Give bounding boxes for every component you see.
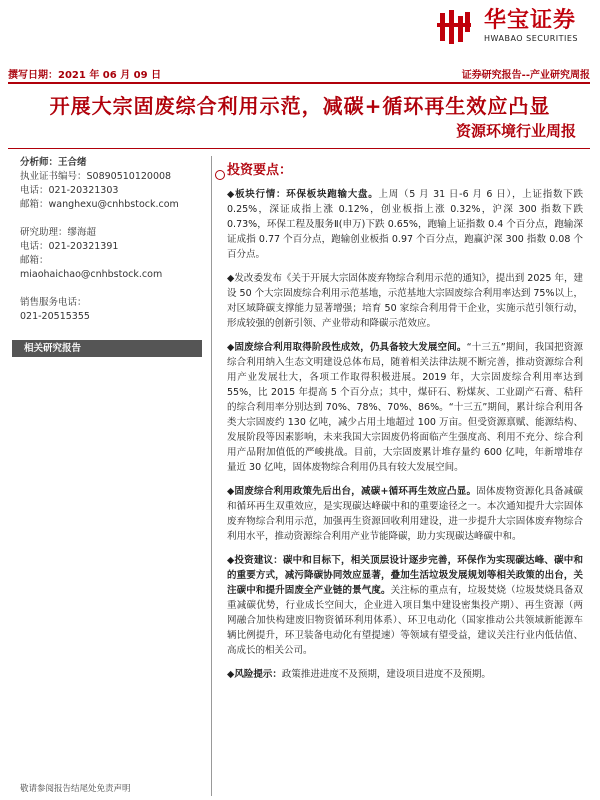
policy-text: 发改委发布《关于开展大宗固体废弃物综合利用示范的通知》，提出到 2025 年，建设 50 个大宗固废综合利用示范基地，示范基地大宗固废综合利用率达到 75%以上，对区域降碳支撑能力显著增强；培育 50 家综合利用骨干企业，实施示范引领行动，形成较强的创新引领、产业带动和降碳示范效应。 (227, 273, 583, 329)
assistant-email[interactable]: 邮箱：miaohaichao@cnhbstock.com (20, 255, 163, 280)
risk-label: 风险提示： (234, 669, 282, 680)
paragraph-policy: ◆发改委发布《关于开展大宗固体废弃物综合利用示范的通知》，提出到 2025 年，建设 50 个大宗固废综合利用示范基地，示范基地大宗固废综合利用率达到 75%以上，对区域降碳支撑能力显著增强；培育 50 家综合利用骨干企业，实施示范引领行动，形成较强的创新引领、产业带动和降碳示范效应。 (227, 273, 583, 329)
analyst-license: 执业证书编号：S0890510120008 (20, 171, 172, 182)
advice-summary: 碳中和目标下，相关顶层设计逐步完善，环保作为实现碳达峰、碳中和的重要方式，减污降碳协同效应显著，叠加生活垃圾发展规划等相关政策的出台，关注碳中和提升固废全产业链的景气度。 (227, 555, 583, 596)
progress-summary: 固废综合利用取得阶段性成效，仍具备较大发展空间。 (234, 342, 467, 353)
column-divider (211, 156, 212, 796)
disclaimer-footer: 敬请参阅报告结尾处免责声明 (20, 784, 131, 794)
assistant-name: 研究助理：缪海超 (20, 227, 97, 238)
paragraph-effect: ◆固废综合利用政策先后出台，减碳+循环再生效应凸显。固体废物资源化具备减碳和循环再生双重效应，是实现碳达峰碳中和的重要途径之一。本次通知提升大宗固体废弃物综合利用示范，加强再生资源回收利用建设，进一步提升大宗固体废弃物综合利用水平，推动资源综合利用产业节能降碳，助力实现碳达峰碳中和。 (227, 486, 583, 542)
advice-label: 投资建议： (234, 555, 283, 566)
header-divider (8, 82, 590, 84)
brand-logo (437, 8, 578, 46)
analyst-sidebar (20, 156, 185, 324)
sales-phone: 021-20515355 (20, 311, 90, 322)
effect-text: 固体废物资源化具备减碳和循环再生双重效应，是实现碳达峰碳中和的重要途径之一。本次通知提升大宗固体废弃物综合利用示范，加强再生资源回收利用建设，进一步提升大宗固体废弃物综合利用水平，推动资源综合利用产业节能降碳，助力实现碳达峰碳中和。 (227, 486, 583, 542)
report-series: 证券研究报告--产业研究周报 (461, 70, 590, 81)
brand-name-cn: 华宝证券 (484, 8, 577, 33)
title-divider (8, 148, 590, 149)
page-title: 开展大宗固废综合利用示范，减碳+循环再生效应凸显 (49, 94, 551, 118)
related-reports-tag: 相关研究报告 (12, 340, 202, 357)
market-text: 上周（5 月 31 日-6 月 6 日），上证指数下跌 0.25%，深证成指上涨 0.12%，创业板指上涨 0.32%，沪深 300 指数下跌 0.73%，环保工程及服务Ⅱ(申万)下跌 0.65%，跑输上证指数 0.4 个百分点，跑输深证成指 0.77 个百分点，跑输创业板指 0.97 个百分点，跑赢沪深 300 指数 0.08 个百分点。 (227, 189, 583, 260)
market-summary: 环保板块跑输大盘。 (286, 189, 379, 200)
analyst-phone: 电话：021-20321303 (20, 185, 119, 196)
analyst-name: 分析师：王合绪 (20, 157, 87, 168)
sales-label: 销售服务电话： (20, 297, 87, 308)
header-bar (8, 66, 590, 80)
paragraph-progress: ◆固废综合利用取得阶段性成效，仍具备较大发展空间。“十三五”期间，我国把资源综合利用纳入生态文明建设总体布局，随着相关法律法规不断完善，推动资源综合利用产业发展壮大，各项工作取得积极进展。2019 年，大宗固废综合利用率达到 55%，比 2015 年提高 5 个百分点；其中，煤矸石、粉煤灰、工业副产石膏、秸秆的综合利用率分别达到 70%、78%、70%、86%。“十三五”期间，累计综合利用各类大宗固废约 130 亿吨，减少占用土地超过 100 万亩。但受资源禀赋、能源结构、发展阶段等因素影响，未来我国大宗固废仍将面临产生强度高、利用不充分、综合利用产品附加值低的严峻挑战。目前，大宗固废累计堆存量约 600 亿吨，年新增堆存量近 30 亿吨，固体废物综合利用仍具有较大发展空间。 (227, 342, 583, 473)
assistant-phone: 电话：021-20321391 (20, 241, 119, 252)
paragraph-market: ◆板块行情：环保板块跑输大盘。上周（5 月 31 日-6 月 6 日），上证指数下跌 0.25%，深证成指上涨 0.12%，创业板指上涨 0.32%，沪深 300 指数下跌 0.73%，环保工程及服务Ⅱ(申万)下跌 0.65%，跑输上证指数 0.4 个百分点，跑输深证成指 0.77 个百分点，跑输创业板指 0.97 个百分点，跑赢沪深 300 指数 0.08 个百分点。 (227, 189, 583, 260)
market-label: 板块行情： (235, 189, 287, 200)
brand-name-en: HWABAO SECURITIES (484, 34, 578, 43)
progress-text: “十三五”期间，我国把资源综合利用纳入生态文明建设总体布局，随着相关法律法规不断完善，推动资源综合利用产业发展壮大，各项工作取得积极进展。2019 年，大宗固废综合利用率达到 55%，比 2015 年提高 5 个百分点；其中，煤矸石、粉煤灰、工业副产石膏、秸秆的综合利用率分别达到 70%、78%、70%、86%。“十三五”期间，累计综合利用各类大宗固废约 130 亿吨，减少占用土地超过 100 万亩。但受资源禀赋、能源结构、发展阶段等因素影响，未来我国大宗固废仍将面临产生强度高、利用不充分、综合利用产品附加值低的严峻挑战。目前，大宗固废累计堆存量约 600 亿吨，年新增堆存量近 30 亿吨，固体废物综合利用仍具有较大发展空间。 (227, 342, 583, 473)
advice-text: 关注标的重点有，垃圾焚烧（垃圾焚烧具备双重减碳优势，行业成长空间大，企业进入项目集中建设密集投产期）、再生资源（两网融合加快构建废旧物资循环利用体系）、环卫电动化（国家推动公共领域新能源车辆比例提升，环卫装备电动化有望提速）等领域有望受益，建议关注行业内低估值、高成长的相关公司。 (227, 585, 583, 656)
report-date: 撰写日期：2021 年 06 月 09 日 (8, 70, 162, 81)
effect-summary: 固废综合利用政策先后出台，减碳+循环再生效应凸显。 (234, 486, 477, 497)
section-bullet-icon (215, 170, 225, 180)
page-subtitle: 资源环境行业周报 (455, 122, 576, 140)
main-content (227, 163, 583, 691)
risk-text: 政策推进进度不及预期，建设项目进度不及预期。 (281, 669, 491, 680)
analyst-email[interactable]: 邮箱：wanghexu@cnhbstock.com (20, 199, 179, 210)
paragraph-advice: ◆投资建议：碳中和目标下，相关顶层设计逐步完善，环保作为实现碳达峰、碳中和的重要方式，减污降碳协同效应显著，叠加生活垃圾发展规划等相关政策的出台，关注碳中和提升固废全产业链的景气度。关注标的重点有，垃圾焚烧（垃圾焚烧具备双重减碳优势，行业成长空间大，企业进入项目集中建设密集投产期）、再生资源（两网融合加快构建废旧物资循环利用体系）、环卫电动化（国家推动公共领域新能源车辆比例提升，环卫装备电动化有望提速）等领域有望受益，建议关注行业内低估值、高成长的相关公司。 (227, 555, 583, 656)
hwabao-logo-icon (437, 8, 475, 46)
section-heading: 投资要点： (227, 163, 293, 178)
paragraph-risk: ◆风险提示：政策推进进度不及预期，建设项目进度不及预期。 (227, 669, 491, 680)
